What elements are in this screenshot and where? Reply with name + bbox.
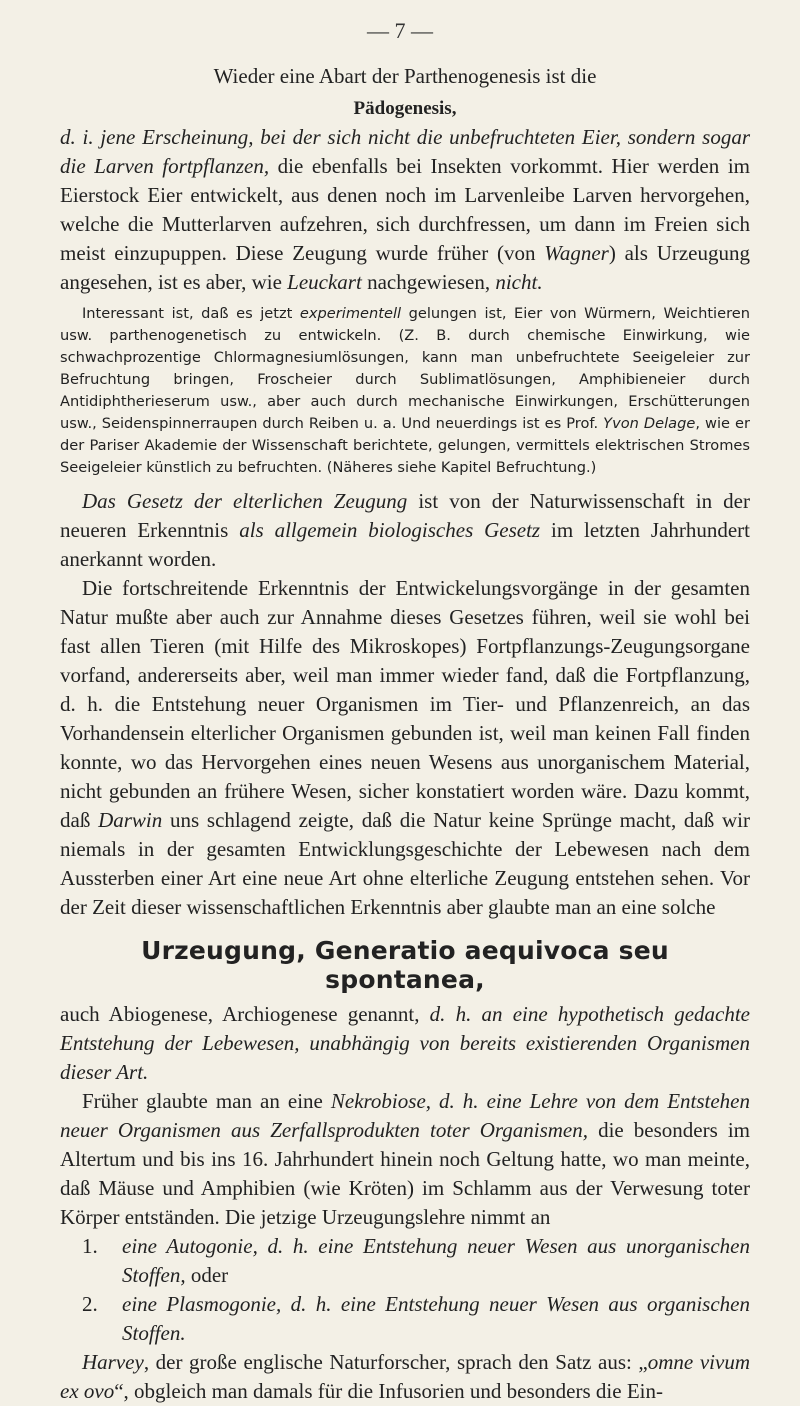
paragraph-gesetz: Das Gesetz der elterlichen Zeugung ist von der Naturwissenschaft in der neueren Erkenntnis als allgemein biologisches Gesetz im letzten Jahrhundert anerkannt worden. [60,489,750,571]
title-bold: Pädogenesis, [353,98,457,119]
paragraph-abiogenese: auch Abiogenese, Archiogenese genannt, d. h. an eine hypothetisch gedachte Entstehung der Lebewesen, unabhängig von bereits existierenden Organismen dieser Art. [60,1002,750,1084]
paragraph-paedogenesis: d. i. jene Erscheinung, bei der sich nicht die unbefruchteten Eier, sondern sogar die Larven fortpflanzen, die ebenfalls bei Insekten vorkommt. Hier werden im Eierstock Eier entwickelt, aus denen noch im Larvenleibe Larven hervorgehen, welche die Mutterlarven aufzehren, sich durchfressen, um dann im Freien sich meist einzupuppen. Diese Zeugung wurde früher (von Wagner) als Urzeugung angesehen, ist es aber, wie Leuckart nachgewiesen, nicht. [60,125,751,294]
paragraph-harvey: Harvey, der große englische Naturforscher, sprach den Satz aus: „omne vivum ex ovo“, obgleich man damals für die Infusorien und besonders die Ein- [60,1350,750,1403]
section-heading: Urzeugung, Generatio aequivoca seu spontanea, [141,936,669,994]
page-number: — 7 — [367,18,433,43]
paragraph-erkenntnis: Die fortschreitende Erkenntnis der Entwickelungsvorgänge in der gesamten Natur mußte aber auch zur Annahme dieses Gesetzes führen, weil sie wohl bei fast allen Tieren (mit Hilfe des Mikroskopes) Fortpflanzungs-Zeugungsorgane vorfand, andererseits aber, weil man immer wieder fand, daß die Fortpflanzung, d. h. die Entstehung neuer Organismen im Tier- und Pflanzenreich, an das Vorhandensein elterlicher Organismen gebunden ist, weil man keinen Fall finden konnte, wo das Hervorgehen eines neuen Wesens aus unorganischem Material, nicht gebunden an frühere Wesen, sicher konstatiert worden wäre. Dazu kommt, daß Darwin uns schlagend zeigte, daß die Natur keine Sprünge macht, daß wir niemals in der gesamten Entwicklungsgeschichte der Lebewesen nach dem Aussterben einer Art eine neue Art ohne elterliche Zeugung entstehen sehen. Vor der Zeit dieser wissenschaftlichen Erkenntnis aber glaubte man an eine solche [60,576,750,919]
title-line: Wieder eine Abart der Parthenogenesis ist die [213,64,597,88]
paragraph-nekrobiose: Früher glaubte man an eine Nekrobiose, d. h. eine Lehre von dem Entstehen neuer Organismen aus Zerfallsprodukten toter Organismen, die besonders im Altertum und bis ins 16. Jahrhundert hinein noch Geltung hatte, wo man meinte, daß Mäuse und Amphibien (wie Kröten) im Schlamm aus der Verwesung toter Körper entständen. Die jetzige Urzeugungslehre nimmt an [60,1089,750,1229]
list-item: 2. eine Plasmogonie, d. h. eine Entstehung neuer Wesen aus organischen Stoffen. [82,1292,750,1345]
small-print-note: Interessant ist, daß es jetzt experimentell gelungen ist, Eier von Würmern, Weichtieren usw. parthenogenetisch zu entwickeln. (Z. B. durch chemische Einwirkung, wie schwachprozentige Chlormagnesiumlösungen, kann man unbefruchtete Seeigeleier zur Befruchtung bringen, Froscheier durch Sublimatlösungen, Amphibieneier durch Antidiphtherieserum usw., aber auch durch mechanische Einwirkungen, Erschütterungen usw., Seidenspinnerraupen durch Reiben u. a. Und neuerdings ist es Prof. Yvon Delage, wie er der Pariser Akademie der Wissenschaft berichtete, gelungen, vermittels elektrischen Stromes Seeigeleier künstlich zu befruchten. (Näheres siehe Kapitel Befruchtung.) [60,305,750,476]
page-body [60,62,750,1406]
list-item: 1. eine Autogonie, d. h. eine Entstehung neuer Wesen aus unorganischen Stoffen, oder [82,1234,750,1287]
